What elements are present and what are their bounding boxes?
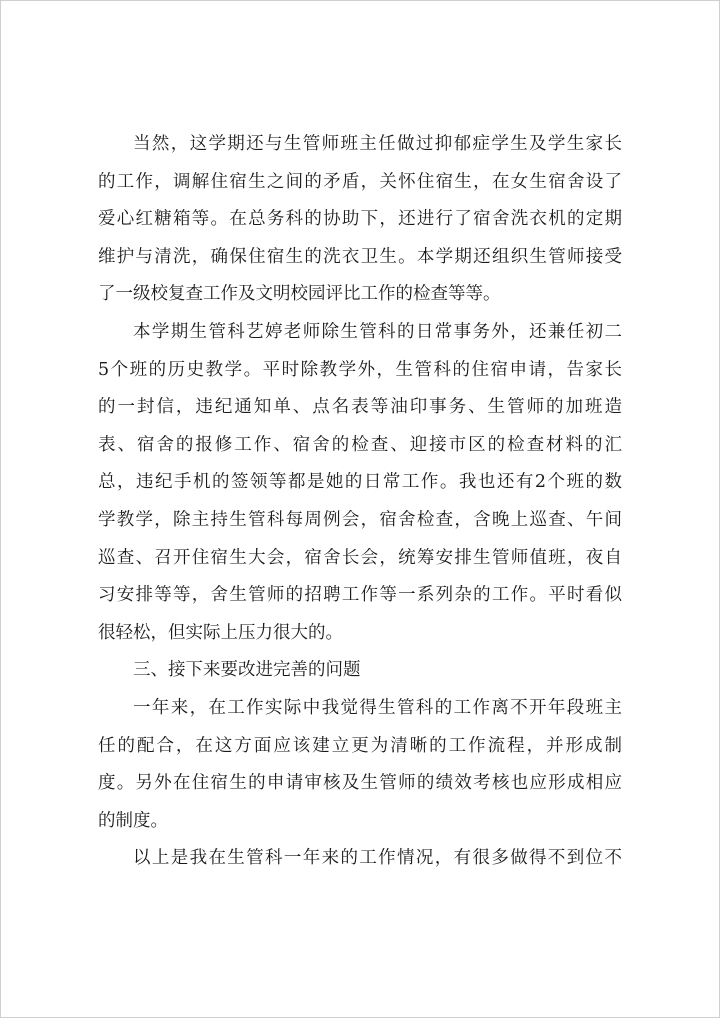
paragraph-line: 的制度。 (98, 810, 168, 831)
paragraph-line: 习安排等等，舍生管师的招聘工作等一系列杂的工作。平时看似 (98, 585, 622, 606)
paragraph-line: 学教学，除主持生管科每周例会，宿舍检查，含晚上巡查、午间 (98, 509, 622, 530)
paragraph-line: 本学期生管科艺婷老师除生管科的日常事务外，还兼任初二 (133, 321, 622, 342)
paragraph-line: 一年来，在工作实际中我觉得生管科的工作离不开年段班主 (133, 697, 622, 718)
paragraph-line: 当然，这学期还与生管师班主任做过抑郁症学生及学生家长 (133, 134, 622, 154)
paragraph-line: 维护与清洗，确保住宿生的洗衣卫生。本学期还组织生管师接受 (98, 246, 622, 267)
paragraph-line: 爱心红糖箱等。在总务科的协助下，还进行了宿舍洗衣机的定期 (98, 209, 622, 230)
paragraph-line: 任的配合，在这方面应该建立更为清晰的工作流程，并形成制 (98, 735, 622, 756)
paragraph-line: 巡查、召开住宿生大会，宿舍长会，统筹安排生管师值班，夜自 (98, 547, 622, 568)
paragraph-line: 了一级校复查工作及文明校园评比工作的检查等等。 (98, 284, 501, 305)
paragraph-line: 5个班的历史教学。平时除教学外，生管科的住宿申请，告家长 (98, 359, 622, 380)
paragraph-line: 以上是我在生管科一年来的工作情况，有很多做得不到位不 (133, 848, 622, 869)
paragraph-line: 表、宿舍的报修工作、宿舍的检查、迎接市区的检查材料的汇 (98, 434, 622, 455)
paragraph-line: 的一封信，违纪通知单、点名表等油印事务、生管师的加班造 (98, 397, 622, 418)
section-heading: 三、接下来要改进完善的问题 (133, 660, 361, 681)
paragraph-line: 度。另外在住宿生的申请审核及生管师的绩效考核也应形成相应 (98, 773, 622, 794)
paragraph-line: 很轻松，但实际上压力很大的。 (98, 622, 343, 643)
paragraph-line: 总，违纪手机的签领等都是她的日常工作。我也还有2个班的数 (98, 472, 622, 493)
document-body (98, 126, 622, 878)
paragraph-line: 的工作，调解住宿生之间的矛盾，关怀住宿生，在女生宿舍设了 (98, 171, 622, 192)
